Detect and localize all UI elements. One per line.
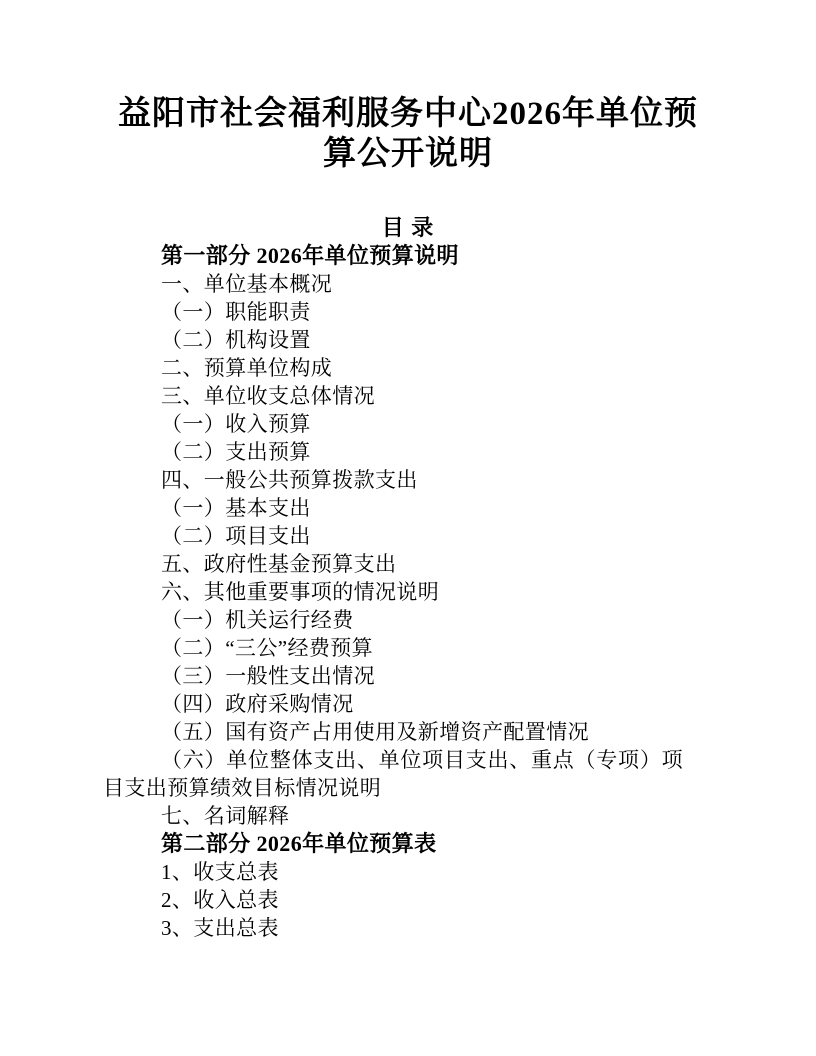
toc-item: （二）项目支出: [161, 524, 311, 548]
toc-heading: 目 录: [381, 215, 435, 240]
toc-list: [103, 242, 713, 942]
toc-item: （二）支出预算: [161, 440, 311, 464]
toc-item: （六）单位整体支出、单位项目支出、重点（专项）项目支出预算绩效目标情况说明: [103, 748, 683, 800]
toc-item: 七、名词解释: [161, 804, 290, 828]
toc-item: （二）机构设置: [161, 328, 311, 352]
toc-item: （四）政府采购情况: [161, 692, 354, 716]
toc-item: 六、其他重要事项的情况说明: [161, 580, 440, 604]
toc-item: 一、单位基本概况: [161, 272, 333, 296]
toc-item: 第二部分 2026年单位预算表: [161, 831, 437, 856]
toc-item: 四、一般公共预算拨款支出: [161, 468, 418, 492]
document-title-line-2: 算公开说明: [323, 136, 493, 172]
toc-item: （一）职能职责: [161, 300, 311, 324]
toc-item: 五、政府性基金预算支出: [161, 552, 397, 576]
toc-item: 二、预算单位构成: [161, 356, 333, 380]
toc-item: （一）机关运行经费: [161, 608, 354, 632]
toc-item: （一）收入预算: [161, 412, 311, 436]
toc-item: 1、收支总表: [161, 860, 279, 884]
toc-item: 三、单位收支总体情况: [161, 384, 375, 408]
toc-item: 3、支出总表: [161, 916, 279, 940]
toc-item: （三）一般性支出情况: [161, 664, 375, 688]
toc-item: （二）“三公”经费预算: [161, 636, 374, 660]
document-title: [103, 94, 713, 174]
toc-item: 2、收入总表: [161, 888, 279, 912]
toc-item: （一）基本支出: [161, 496, 311, 520]
toc-item: （五）国有资产占用使用及新增资产配置情况: [161, 720, 589, 744]
document-title-line-1: 益阳市社会福利服务中心2026年单位预: [118, 96, 698, 132]
toc-item: 第一部分 2026年单位预算说明: [161, 243, 459, 268]
